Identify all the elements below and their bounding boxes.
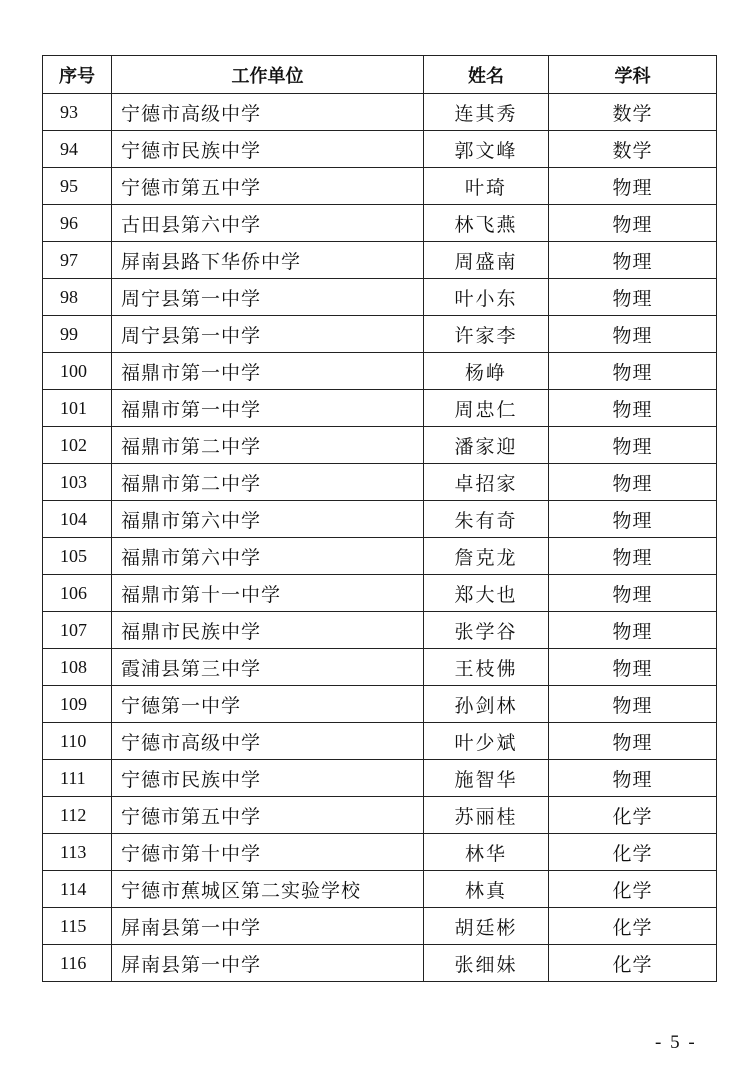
cell-name: 许家李 xyxy=(424,316,549,353)
table-row xyxy=(43,353,717,390)
cell-index: 108 xyxy=(43,649,112,686)
cell-subject: 物理 xyxy=(549,279,717,316)
teacher-list-table xyxy=(42,55,717,982)
cell-name: 林华 xyxy=(424,834,549,871)
cell-name: 胡廷彬 xyxy=(424,908,549,945)
cell-subject: 数学 xyxy=(549,131,717,168)
cell-work-unit: 福鼎市第二中学 xyxy=(112,464,424,501)
table-row xyxy=(43,316,717,353)
cell-index: 109 xyxy=(43,686,112,723)
page-number: - 5 - xyxy=(655,1032,697,1053)
table-row xyxy=(43,205,717,242)
table-row xyxy=(43,575,717,612)
table-row xyxy=(43,945,717,982)
cell-name: 潘家迎 xyxy=(424,427,549,464)
cell-index: 115 xyxy=(43,908,112,945)
cell-work-unit: 周宁县第一中学 xyxy=(112,316,424,353)
cell-name: 施智华 xyxy=(424,760,549,797)
cell-subject: 物理 xyxy=(549,242,717,279)
cell-subject: 物理 xyxy=(549,760,717,797)
cell-work-unit: 宁德市第五中学 xyxy=(112,168,424,205)
cell-name: 张细妹 xyxy=(424,945,549,982)
table-row xyxy=(43,760,717,797)
cell-work-unit: 福鼎市第二中学 xyxy=(112,427,424,464)
cell-work-unit: 宁德第一中学 xyxy=(112,686,424,723)
cell-subject: 物理 xyxy=(549,612,717,649)
cell-subject: 物理 xyxy=(549,353,717,390)
cell-index: 99 xyxy=(43,316,112,353)
table-row xyxy=(43,131,717,168)
cell-subject: 化学 xyxy=(549,945,717,982)
table-row xyxy=(43,464,717,501)
cell-work-unit: 宁德市民族中学 xyxy=(112,131,424,168)
cell-index: 104 xyxy=(43,501,112,538)
table-row xyxy=(43,538,717,575)
table-row xyxy=(43,908,717,945)
table-row xyxy=(43,834,717,871)
cell-name: 孙剑林 xyxy=(424,686,549,723)
cell-name: 詹克龙 xyxy=(424,538,549,575)
cell-index: 94 xyxy=(43,131,112,168)
cell-index: 107 xyxy=(43,612,112,649)
cell-name: 朱有奇 xyxy=(424,501,549,538)
cell-index: 97 xyxy=(43,242,112,279)
cell-work-unit: 宁德市第十中学 xyxy=(112,834,424,871)
cell-subject: 物理 xyxy=(549,538,717,575)
table-row xyxy=(43,723,717,760)
cell-work-unit: 宁德市高级中学 xyxy=(112,94,424,131)
cell-work-unit: 福鼎市第六中学 xyxy=(112,501,424,538)
cell-work-unit: 屏南县第一中学 xyxy=(112,945,424,982)
cell-name: 林飞燕 xyxy=(424,205,549,242)
table-row xyxy=(43,390,717,427)
header-name: 姓名 xyxy=(424,56,549,94)
cell-work-unit: 宁德市蕉城区第二实验学校 xyxy=(112,871,424,908)
cell-name: 林真 xyxy=(424,871,549,908)
cell-index: 110 xyxy=(43,723,112,760)
cell-index: 106 xyxy=(43,575,112,612)
cell-work-unit: 宁德市高级中学 xyxy=(112,723,424,760)
cell-name: 杨峥 xyxy=(424,353,549,390)
cell-work-unit: 福鼎市第六中学 xyxy=(112,538,424,575)
cell-work-unit: 福鼎市第一中学 xyxy=(112,353,424,390)
cell-index: 103 xyxy=(43,464,112,501)
table-row xyxy=(43,168,717,205)
header-index: 序号 xyxy=(43,56,112,94)
table-body xyxy=(43,94,717,982)
cell-subject: 物理 xyxy=(549,723,717,760)
table-row xyxy=(43,94,717,131)
table-row xyxy=(43,242,717,279)
table-row xyxy=(43,797,717,834)
cell-name: 周盛南 xyxy=(424,242,549,279)
table-row xyxy=(43,649,717,686)
cell-index: 93 xyxy=(43,94,112,131)
cell-subject: 物理 xyxy=(549,427,717,464)
cell-work-unit: 屏南县路下华侨中学 xyxy=(112,242,424,279)
cell-work-unit: 福鼎市第十一中学 xyxy=(112,575,424,612)
cell-index: 114 xyxy=(43,871,112,908)
cell-name: 卓招家 xyxy=(424,464,549,501)
cell-index: 100 xyxy=(43,353,112,390)
cell-subject: 物理 xyxy=(549,649,717,686)
cell-index: 102 xyxy=(43,427,112,464)
cell-work-unit: 福鼎市第一中学 xyxy=(112,390,424,427)
cell-work-unit: 福鼎市民族中学 xyxy=(112,612,424,649)
table-row xyxy=(43,871,717,908)
cell-subject: 物理 xyxy=(549,390,717,427)
cell-index: 98 xyxy=(43,279,112,316)
cell-index: 116 xyxy=(43,945,112,982)
cell-name: 郭文峰 xyxy=(424,131,549,168)
table-row xyxy=(43,686,717,723)
cell-work-unit: 宁德市第五中学 xyxy=(112,797,424,834)
cell-subject: 化学 xyxy=(549,908,717,945)
cell-name: 叶小东 xyxy=(424,279,549,316)
cell-work-unit: 屏南县第一中学 xyxy=(112,908,424,945)
cell-name: 叶琦 xyxy=(424,168,549,205)
cell-name: 连其秀 xyxy=(424,94,549,131)
cell-subject: 物理 xyxy=(549,501,717,538)
table-row xyxy=(43,427,717,464)
cell-name: 叶少斌 xyxy=(424,723,549,760)
cell-index: 112 xyxy=(43,797,112,834)
cell-name: 周忠仁 xyxy=(424,390,549,427)
table-header-row xyxy=(43,56,717,94)
table-row xyxy=(43,279,717,316)
cell-work-unit: 宁德市民族中学 xyxy=(112,760,424,797)
cell-work-unit: 古田县第六中学 xyxy=(112,205,424,242)
cell-name: 王枝佛 xyxy=(424,649,549,686)
cell-work-unit: 霞浦县第三中学 xyxy=(112,649,424,686)
cell-index: 95 xyxy=(43,168,112,205)
cell-index: 101 xyxy=(43,390,112,427)
cell-subject: 物理 xyxy=(549,316,717,353)
cell-name: 郑大也 xyxy=(424,575,549,612)
cell-subject: 化学 xyxy=(549,871,717,908)
header-work-unit: 工作单位 xyxy=(112,56,424,94)
cell-index: 111 xyxy=(43,760,112,797)
cell-work-unit: 周宁县第一中学 xyxy=(112,279,424,316)
cell-subject: 物理 xyxy=(549,464,717,501)
cell-index: 105 xyxy=(43,538,112,575)
table-row xyxy=(43,501,717,538)
cell-subject: 化学 xyxy=(549,834,717,871)
cell-subject: 物理 xyxy=(549,205,717,242)
cell-subject: 物理 xyxy=(549,686,717,723)
table-row xyxy=(43,612,717,649)
cell-index: 113 xyxy=(43,834,112,871)
cell-name: 苏丽桂 xyxy=(424,797,549,834)
cell-index: 96 xyxy=(43,205,112,242)
cell-subject: 物理 xyxy=(549,575,717,612)
cell-subject: 化学 xyxy=(549,797,717,834)
header-subject: 学科 xyxy=(549,56,717,94)
cell-name: 张学谷 xyxy=(424,612,549,649)
cell-subject: 物理 xyxy=(549,168,717,205)
cell-subject: 数学 xyxy=(549,94,717,131)
